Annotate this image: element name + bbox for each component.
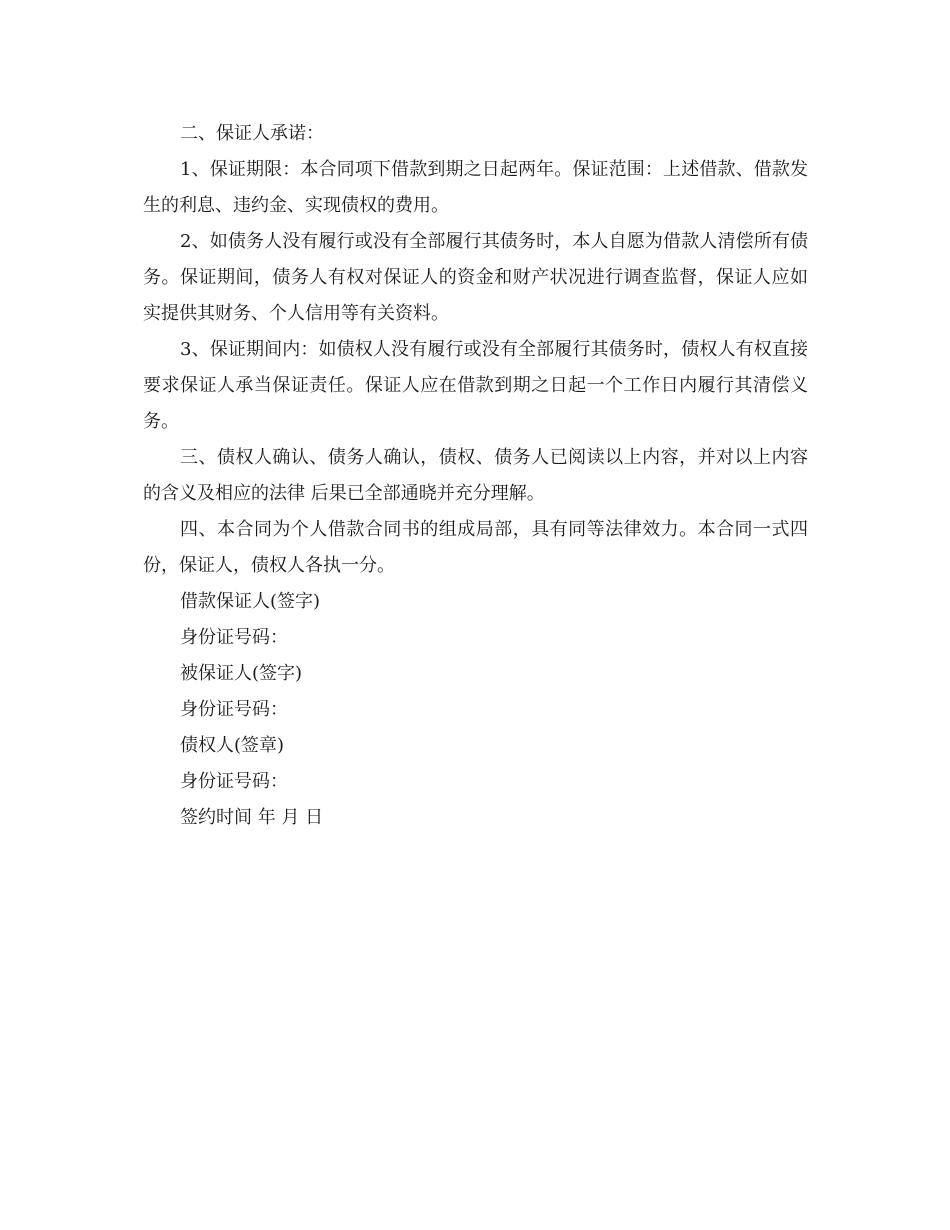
clause-guarantee-liability: 3、保证期间内：如债权人没有履行或没有全部履行其债务时，债权人有权直接要求保证人承当保证责任。保证人应在借款到期之日起一个工作日内履行其清偿义务。 <box>143 339 808 432</box>
creditor-seal-line: 债权人(签章) <box>180 735 285 756</box>
section-heading-guarantor-commitment: 二、保证人承诺： <box>180 123 324 144</box>
guarantor-signature-line: 借款保证人(签字) <box>180 591 321 612</box>
document-page <box>143 116 808 836</box>
creditor-id-line: 身份证号码： <box>180 771 288 792</box>
signing-date-line: 签约时间 年 月 日 <box>180 807 324 828</box>
guaranteed-party-signature-line: 被保证人(签字) <box>180 663 303 684</box>
clause-confirmation: 三、债权人确认、债务人确认，债权、债务人已阅读以上内容，并对以上内容的含义及相应的法律 后果已全部通晓并充分理解。 <box>143 447 808 504</box>
clause-debtor-default: 2、如债务人没有履行或没有全部履行其债务时，本人自愿为借款人清偿所有债务。保证期间，债务人有权对保证人的资金和财产状况进行调查监督，保证人应如实提供其财务、个人信用等有关资料。 <box>143 231 808 324</box>
signature-block <box>143 584 808 836</box>
clause-guarantee-period: 1、保证期限：本合同项下借款到期之日起两年。保证范围：上述借款、借款发生的利息、违约金、实现债权的费用。 <box>143 159 808 216</box>
guaranteed-party-id-line: 身份证号码： <box>180 699 288 720</box>
clause-contract-effect: 四、本合同为个人借款合同书的组成局部，具有同等法律效力。本合同一式四份，保证人，债权人各执一分。 <box>143 519 808 576</box>
guarantor-id-line: 身份证号码： <box>180 627 288 648</box>
